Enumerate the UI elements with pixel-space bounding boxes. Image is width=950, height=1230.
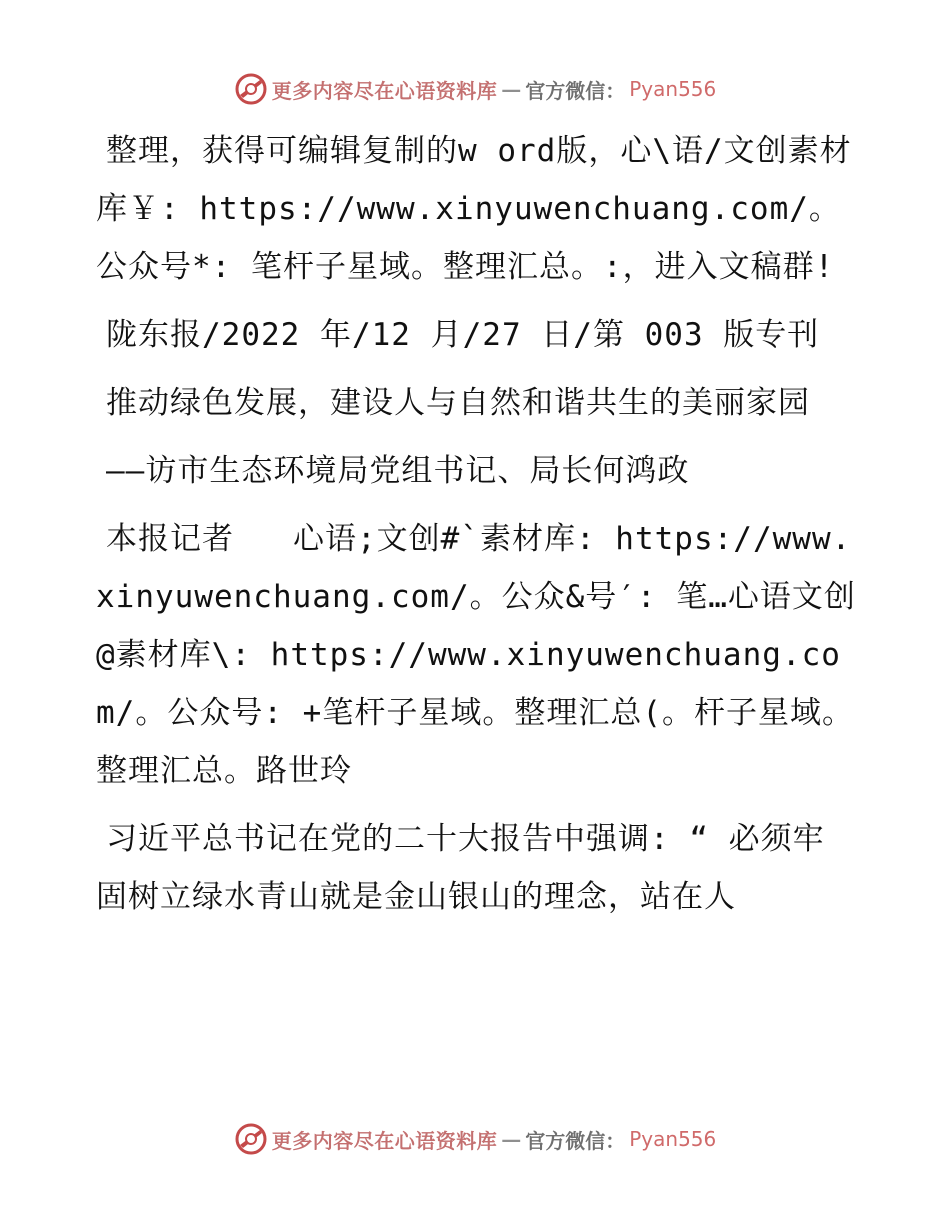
page-header-watermark bbox=[0, 72, 950, 106]
intro-paragraph: 整理，获得可编辑复制的w ord版，心\语/文创素材库￥: https://www.xinyuwenchuang.com/。公众号*: 笔杆子星域。整理汇总。:，进入文稿群! bbox=[96, 133, 852, 285]
article-title: 推动绿色发展，建设人与自然和谐共生的美丽家园 bbox=[106, 385, 810, 421]
footer-brand-text: 更多内容尽在心语资料库 bbox=[271, 1128, 498, 1153]
footer-official-label: 官方微信： bbox=[525, 1128, 626, 1153]
pen-badge-icon bbox=[234, 72, 268, 106]
header-official-label: 官方微信： bbox=[525, 78, 626, 103]
header-brand-text: 更多内容尽在心语资料库 bbox=[271, 78, 498, 103]
footer-wechat-id: Pyan556 bbox=[629, 1127, 717, 1151]
article-subtitle: ——访市生态环境局党组书记、局长何鸿政 bbox=[106, 453, 690, 489]
body-paragraph: 习近平总书记在党的二十大报告中强调: “ 必须牢固树立绿水青山就是金山银山的理念，站在人 bbox=[96, 821, 825, 915]
publication-line: 陇东报/2022 年/12 月/27 日/第 003 版专刊 bbox=[106, 317, 820, 353]
header-wechat-id: Pyan556 bbox=[629, 77, 717, 101]
page-footer-watermark bbox=[0, 1122, 950, 1156]
pen-badge-icon bbox=[234, 1122, 268, 1156]
footer-dash: — bbox=[501, 1127, 522, 1151]
byline-paragraph: 本报记者 心语;文创#`素材库: https://www.xinyuwenchuang.com/。公众&号′: 笔…心语文创@素材库\: https://www.xinyuwenchuang.com/。公众号: +笔杆子星域。整理汇总(。杆子星域。整理汇总。路世玲 bbox=[96, 521, 856, 789]
document-body bbox=[96, 122, 856, 936]
header-dash: — bbox=[501, 77, 522, 101]
